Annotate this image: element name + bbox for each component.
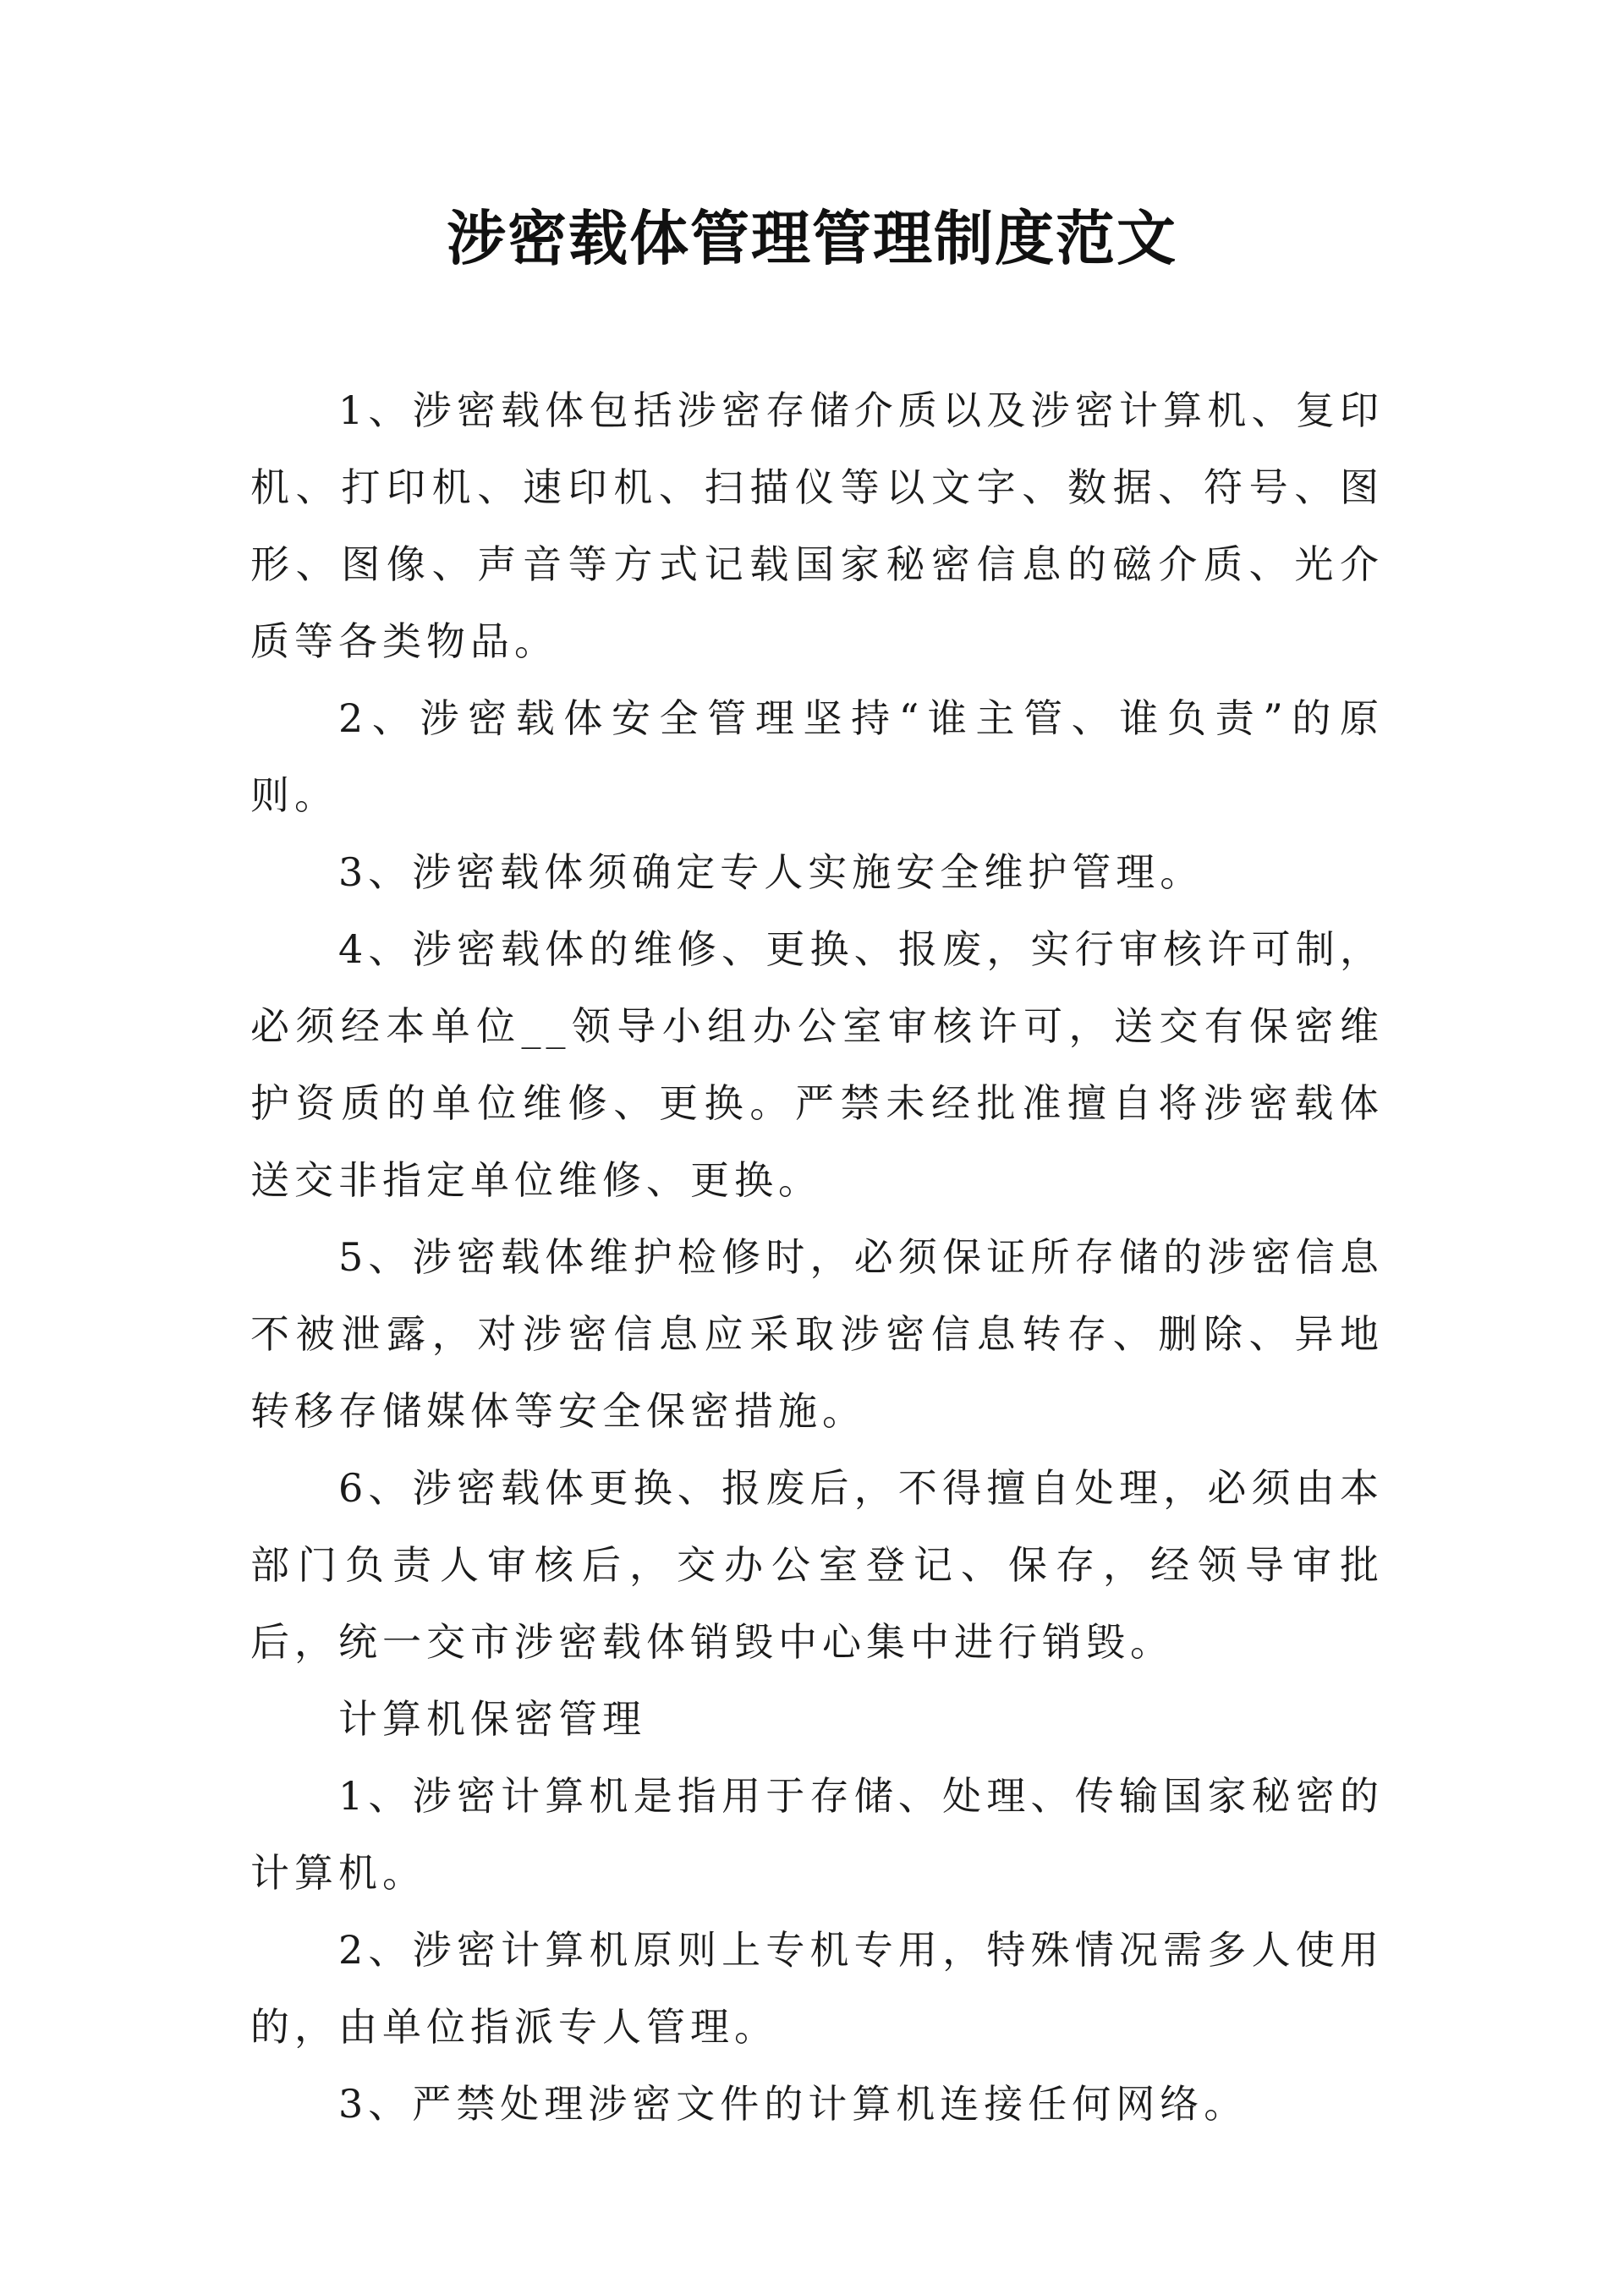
paragraph-repair-approval: 4、涉密载体的维修、更换、报废，实行审核许可制，必须经本单位__领导小组办公室审核许可，送交有保密维护资质的单位维修、更换。严禁未经批准擅自将涉密载体送交非指定单位维修、更换。 bbox=[250, 926, 1384, 1203]
paragraph-disposal-procedure: 6、涉密载体更换、报废后，不得擅自处理，必须由本部门负责人审核后，交办公室登记、保存，经领导审批后，统一交市涉密载体销毁中心集中进行销毁。 bbox=[250, 1465, 1384, 1665]
paragraph-computer-definition: 1、涉密计算机是指用于存储、处理、传输国家秘密的计算机。 bbox=[250, 1773, 1384, 1896]
document-title: 涉密载体管理管理制度范文 bbox=[447, 203, 1177, 273]
paragraph-carrier-definition: 1、涉密载体包括涉密存储介质以及涉密计算机、复印机、打印机、速印机、扫描仪等以文字、数据、符号、图形、图像、声音等方式记载国家秘密信息的磁介质、光介质等各类物品。 bbox=[250, 387, 1384, 664]
paragraph-network-prohibition: 3、严禁处理涉密文件的计算机连接任何网络。 bbox=[338, 2081, 1248, 2127]
paragraph-dedicated-personnel: 3、涉密载体须确定专人实施安全维护管理。 bbox=[338, 849, 1204, 895]
paragraph-responsibility-principle: 2、涉密载体安全管理坚持“谁主管、谁负责”的原则。 bbox=[250, 695, 1384, 818]
paragraph-dedicated-computer: 2、涉密计算机原则上专机专用，特殊情况需多人使用的，由单位指派专人管理。 bbox=[250, 1927, 1384, 2050]
paragraph-maintenance-protection: 5、涉密载体维护检修时，必须保证所存储的涉密信息不被泄露，对涉密信息应采取涉密信息转存、删除、异地转移存储媒体等安全保密措施。 bbox=[250, 1234, 1384, 1434]
section-heading-computer-security: 计算机保密管理 bbox=[338, 1696, 646, 1742]
document-body bbox=[250, 372, 1384, 2143]
